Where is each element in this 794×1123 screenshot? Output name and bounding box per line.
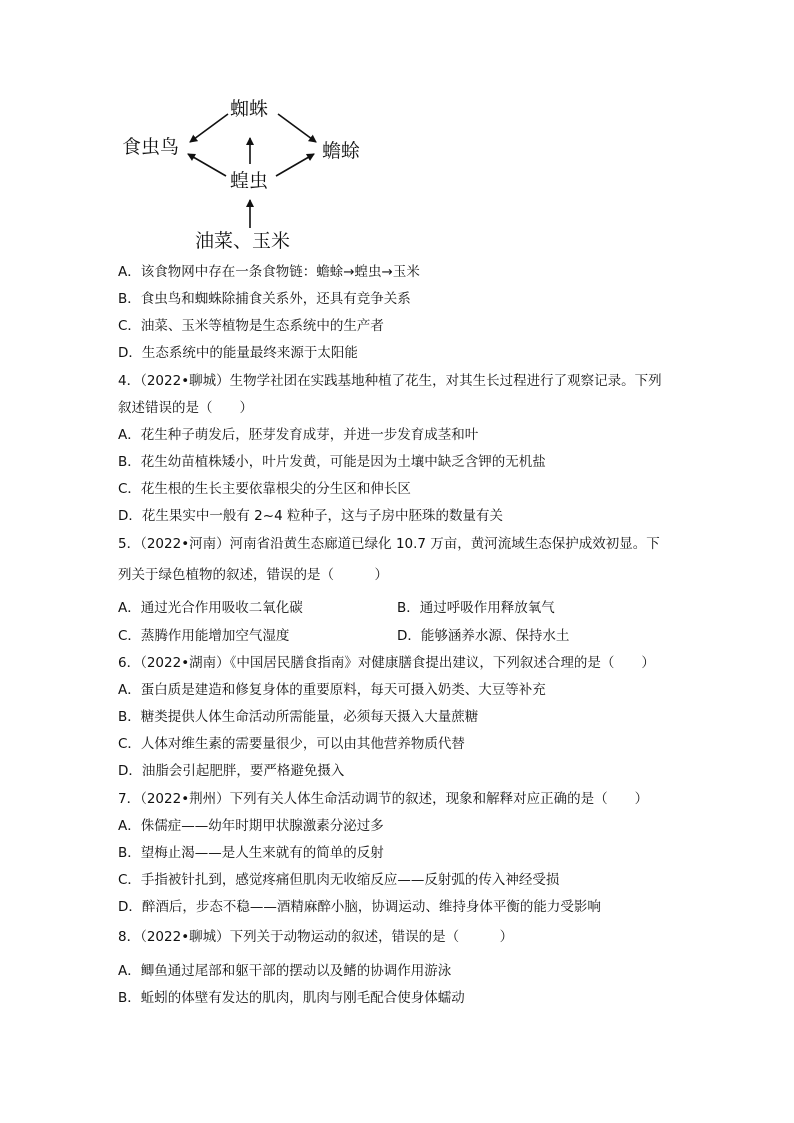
node-bird: 食虫鸟 xyxy=(122,136,180,158)
q7-option-a: A．侏儒症——幼年时期甲状腺激素分泌过多 xyxy=(118,818,384,834)
q3-option-b: B．食虫鸟和蜘蛛除捕食关系外，还具有竞争关系 xyxy=(118,291,411,307)
q3-option-d: D．生态系统中的能量最终来源于太阳能 xyxy=(118,345,358,361)
q6-option-a: A．蛋白质是建造和修复身体的重要原料，每天可摄入奶类、大豆等补充 xyxy=(118,682,546,698)
q4-stem-line1: 4．（2022•聊城）生物学社团在实践基地种植了花生，对其生长过程进行了观察记录。下列 xyxy=(118,373,662,389)
q5-option-b: B．通过呼吸作用释放氧气 xyxy=(397,600,555,616)
q7-option-c: C．手指被针扎到，感觉疼痛但肌肉无收缩反应——反射弧的传入神经受损 xyxy=(118,872,560,888)
q5-stem-line2: 列关于绿色植物的叙述，错误的是（ ） xyxy=(118,567,388,583)
node-toad: 蟾蜍 xyxy=(322,140,361,162)
q7-option-d: D．醉酒后，步态不稳——酒精麻醉小脑，协调运动、维持身体平衡的能力受影响 xyxy=(118,899,601,915)
q7-stem: 7．（2022•荆州）下列有关人体生命活动调节的叙述，现象和解释对应正确的是（ ） xyxy=(118,791,649,807)
q3-option-c: C．油菜、玉米等植物是生态系统中的生产者 xyxy=(118,318,384,334)
node-locust: 蝗虫 xyxy=(230,170,269,192)
q8-stem: 8．（2022•聊城）下列关于动物运动的叙述，错误的是（ ） xyxy=(118,929,514,945)
q6-stem: 6．（2022•湖南）《中国居民膳食指南》对健康膳食提出建议，下列叙述合理的是（ ） xyxy=(118,655,655,671)
q4-option-a: A．花生种子萌发后，胚芽发育成芽，并进一步发育成茎和叶 xyxy=(118,427,479,443)
q6-option-b: B．糖类提供人体生命活动所需能量，必须每天摄入大量蔗糖 xyxy=(118,709,479,725)
arrow-spider-to-toad xyxy=(278,114,316,142)
q6-option-c: C．人体对维生素的需要量很少，可以由其他营养物质代替 xyxy=(118,736,465,752)
q4-option-d: D．花生果实中一般有 2~4 粒种子，这与子房中胚珠的数量有关 xyxy=(118,508,503,524)
q8-option-b: B．蚯蚓的体壁有发达的肌肉，肌肉与刚毛配合使身体蠕动 xyxy=(118,990,465,1006)
q5-option-a: A．通过光合作用吸收二氧化碳 xyxy=(118,600,303,616)
arrow-locust-to-bird xyxy=(188,154,226,176)
q5-option-c: C．蒸腾作用能增加空气湿度 xyxy=(118,628,290,644)
food-web-diagram xyxy=(110,92,380,260)
q6-option-d: D．油脂会引起肥胖，要严格避免摄入 xyxy=(118,763,345,779)
q5-option-d: D．能够涵养水源、保持水土 xyxy=(397,628,570,644)
q4-stem-line2: 叙述错误的是（ ） xyxy=(118,400,253,416)
q4-option-c: C．花生根的生长主要依靠根尖的分生区和伸长区 xyxy=(118,481,411,497)
node-plants: 油菜、玉米 xyxy=(195,230,291,252)
node-spider: 蜘蛛 xyxy=(230,98,269,120)
arrow-locust-to-toad xyxy=(276,154,314,176)
arrow-spider-to-bird xyxy=(190,114,228,142)
q8-option-a: A．鲫鱼通过尾部和躯干部的摆动以及鳍的协调作用游泳 xyxy=(118,963,452,979)
q4-option-b: B．花生幼苗植株矮小，叶片发黄，可能是因为土壤中缺乏含钾的无机盐 xyxy=(118,454,546,470)
q3-option-a: A．该食物网中存在一条食物链：蟾蜍→蝗虫→玉米 xyxy=(118,264,420,280)
q7-option-b: B．望梅止渴——是人生来就有的简单的反射 xyxy=(118,845,384,861)
q5-stem-line1: 5．（2022•河南）河南省沿黄生态廊道已绿化 10.7 万亩，黄河流域生态保护成效初显。下 xyxy=(118,536,660,552)
